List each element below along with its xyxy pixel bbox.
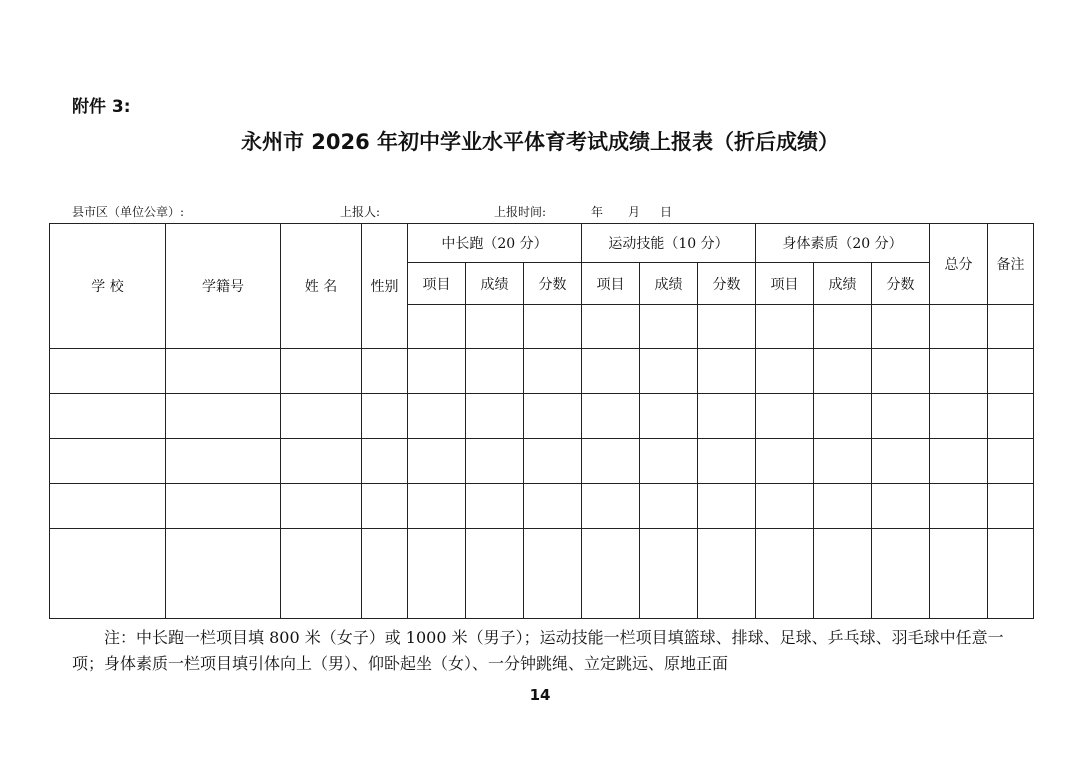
table-cell: [582, 305, 640, 349]
table-cell: [524, 439, 582, 484]
header-group-skill: 运动技能（10 分）: [582, 224, 756, 263]
footnote: 注：中长跑一栏项目填 800 米（女子）或 1000 米（男子）；运动技能一栏项目填篮球、排球、足球、乒乓球、羽毛球中任意一项；身体素质一栏项目填引体向上（男）、仰卧起坐（女）、一分钟跳绳、立定跳远、原地正面: [72, 628, 1004, 673]
table-cell: [814, 484, 872, 529]
table-cell: [466, 484, 524, 529]
table-cell: [698, 394, 756, 439]
table-cell: [814, 305, 872, 349]
table-cell: [50, 349, 166, 394]
score-report-table: [49, 223, 1034, 619]
header-school: 学 校: [50, 224, 166, 349]
table-cell: [362, 349, 408, 394]
header-fitness-result: 成绩: [814, 263, 872, 305]
header-skill-score: 分数: [698, 263, 756, 305]
table-cell: [281, 349, 362, 394]
header-remarks: 备注: [988, 224, 1034, 305]
table-cell: [756, 484, 814, 529]
header-run-result: 成绩: [466, 263, 524, 305]
table-cell: [988, 484, 1034, 529]
table-cell: [756, 394, 814, 439]
table-cell: [640, 439, 698, 484]
table-cell: [988, 529, 1034, 619]
table-row: [50, 394, 1034, 439]
table-cell: [166, 529, 281, 619]
table-cell: [698, 484, 756, 529]
table-cell: [756, 529, 814, 619]
table-cell: [281, 484, 362, 529]
table-cell: [872, 305, 930, 349]
table-cell: [50, 529, 166, 619]
table-cell: [640, 349, 698, 394]
table-cell: [362, 394, 408, 439]
table-cell: [988, 394, 1034, 439]
table-cell: [698, 439, 756, 484]
table-cell: [756, 305, 814, 349]
table-cell: [362, 439, 408, 484]
table-cell: [466, 394, 524, 439]
header-total: 总分: [930, 224, 988, 305]
table-cell: [466, 529, 524, 619]
table-cell: [640, 529, 698, 619]
table-cell: [362, 484, 408, 529]
table-cell: [166, 439, 281, 484]
header-name: 姓 名: [281, 224, 362, 349]
table-cell: [524, 305, 582, 349]
table-row: [50, 529, 1034, 619]
table-cell: [50, 484, 166, 529]
table-cell: [408, 349, 466, 394]
table-cell: [698, 529, 756, 619]
year-label: 年: [591, 205, 604, 219]
table-cell: [466, 349, 524, 394]
table-cell: [408, 439, 466, 484]
header-skill-item: 项目: [582, 263, 640, 305]
table-cell: [814, 529, 872, 619]
table-cell: [872, 529, 930, 619]
day-label: 日: [660, 205, 673, 219]
table-cell: [756, 349, 814, 394]
table-cell: [50, 394, 166, 439]
attachment-label: 附件 3:: [72, 97, 131, 117]
table-cell: [988, 349, 1034, 394]
month-label: 月: [628, 205, 641, 219]
table-row: [50, 349, 1034, 394]
table-cell: [582, 439, 640, 484]
table-cell: [640, 484, 698, 529]
header-run-item: 项目: [408, 263, 466, 305]
table-cell: [281, 529, 362, 619]
table-cell: [814, 439, 872, 484]
table-cell: [988, 439, 1034, 484]
table-cell: [872, 394, 930, 439]
table-cell: [524, 349, 582, 394]
header-group-run: 中长跑（20 分）: [408, 224, 582, 263]
table-cell: [988, 305, 1034, 349]
region-label: 县市区（单位公章）:: [72, 205, 185, 219]
table-cell: [281, 439, 362, 484]
header-run-score: 分数: [524, 263, 582, 305]
table-cell: [814, 394, 872, 439]
table-cell: [930, 394, 988, 439]
table-cell: [582, 349, 640, 394]
header-fitness-item: 项目: [756, 263, 814, 305]
table-cell: [582, 529, 640, 619]
table-cell: [408, 529, 466, 619]
table-cell: [50, 439, 166, 484]
table-cell: [466, 305, 524, 349]
table-cell: [408, 394, 466, 439]
table-cell: [640, 305, 698, 349]
page-title: 永州市 2026 年初中学业水平体育考试成绩上报表（折后成绩）: [240, 130, 840, 154]
table-cell: [408, 305, 466, 349]
report-time-label: 上报时间:: [494, 205, 547, 219]
table-cell: [930, 529, 988, 619]
table-cell: [466, 439, 524, 484]
table-cell: [872, 439, 930, 484]
table-cell: [524, 394, 582, 439]
table-cell: [582, 484, 640, 529]
header-skill-result: 成绩: [640, 263, 698, 305]
table-cell: [166, 484, 281, 529]
table-row: [50, 484, 1034, 529]
table-cell: [166, 394, 281, 439]
table-cell: [930, 439, 988, 484]
table-cell: [281, 394, 362, 439]
header-group-fitness: 身体素质（20 分）: [756, 224, 930, 263]
table-cell: [872, 484, 930, 529]
table-cell: [930, 305, 988, 349]
header-fitness-score: 分数: [872, 263, 930, 305]
table-cell: [362, 529, 408, 619]
table-cell: [524, 529, 582, 619]
table-cell: [872, 349, 930, 394]
table-cell: [524, 484, 582, 529]
table-cell: [930, 349, 988, 394]
table-cell: [756, 439, 814, 484]
table-cell: [930, 484, 988, 529]
table-cell: [814, 349, 872, 394]
table-cell: [582, 394, 640, 439]
header-student-id: 学籍号: [166, 224, 281, 349]
table-row: [50, 439, 1034, 484]
table-cell: [698, 349, 756, 394]
table-cell: [698, 305, 756, 349]
table-cell: [166, 349, 281, 394]
table-cell: [640, 394, 698, 439]
page-number: 14: [529, 686, 551, 704]
table-cell: [408, 484, 466, 529]
header-gender: 性别: [362, 224, 408, 349]
reporter-label: 上报人:: [340, 205, 381, 219]
